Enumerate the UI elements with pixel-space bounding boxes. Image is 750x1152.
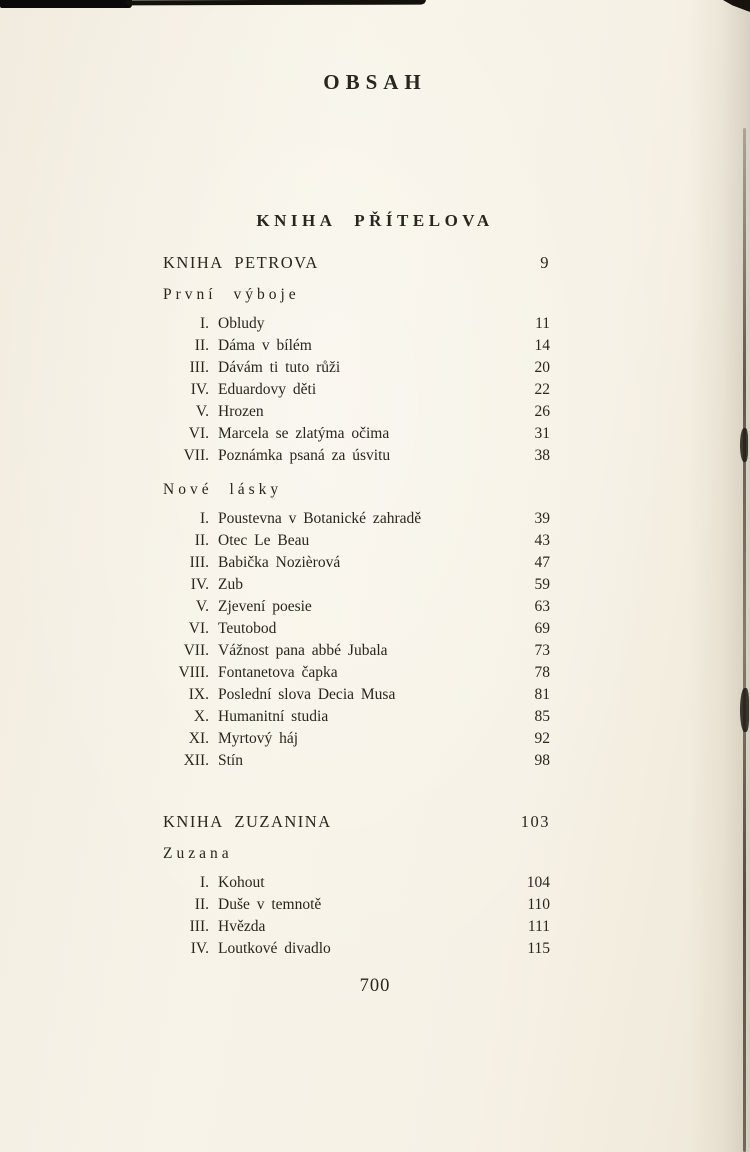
entry-page-number: 20 xyxy=(534,359,550,376)
entry-numeral: VII. xyxy=(183,642,209,659)
entry-page-number: 78 xyxy=(534,664,550,681)
entry-page-number: 43 xyxy=(534,532,550,549)
entry-numeral: IV. xyxy=(190,381,209,398)
entry-title: Dávám ti tuto růži xyxy=(218,359,341,376)
entry-numeral: VI. xyxy=(188,620,209,637)
scan-blemish-right-lower xyxy=(740,688,749,732)
chapter-label: První výboje xyxy=(163,286,300,303)
entry-title: Kohout xyxy=(218,874,265,891)
entry-numeral: II. xyxy=(194,896,209,913)
entry-page-number: 98 xyxy=(534,752,550,769)
book-heading-label: KNIHA ZUZANINA xyxy=(163,812,332,831)
toc-books xyxy=(163,253,550,960)
chapter-label: Zuzana xyxy=(163,845,233,862)
entry-title: Eduardovy děti xyxy=(218,381,317,398)
toc-entry xyxy=(163,662,550,684)
scan-edge-artifact-top-left xyxy=(0,0,132,8)
toc-entry xyxy=(163,445,550,467)
entry-title: Zub xyxy=(218,576,243,593)
entry-numeral: II. xyxy=(194,337,209,354)
book-heading-label: KNIHA PETROVA xyxy=(163,253,319,272)
footer-page-number: 700 xyxy=(359,976,391,996)
chapter-label: Nové lásky xyxy=(163,481,283,498)
entry-page-number: 11 xyxy=(535,315,550,332)
toc-entry xyxy=(163,357,550,379)
entry-numeral: VI. xyxy=(188,425,209,442)
book-page-number: 103 xyxy=(520,812,550,831)
entry-title: Dáma v bílém xyxy=(218,337,312,354)
entry-title: Poustevna v Botanické zahradě xyxy=(218,510,422,527)
entry-title: Teutobod xyxy=(218,620,277,637)
entry-page-number: 47 xyxy=(534,554,550,571)
entry-title: Hvězda xyxy=(218,918,266,935)
entry-numeral: VIII. xyxy=(178,664,209,681)
entry-title: Myrtový háj xyxy=(218,730,299,747)
book-page-number: 9 xyxy=(540,253,550,272)
toc-entry xyxy=(163,508,550,530)
entry-page-number: 39 xyxy=(534,510,550,527)
entry-page-number: 81 xyxy=(534,686,550,703)
entry-page-number: 104 xyxy=(526,874,550,891)
toc-entry xyxy=(163,750,550,772)
part-heading: KNIHA PŘÍTELOVA xyxy=(256,211,494,230)
toc-entry xyxy=(163,552,550,574)
entry-page-number: 59 xyxy=(534,576,550,593)
scan-edge-artifact-right xyxy=(743,128,746,1152)
entry-page-number: 92 xyxy=(534,730,550,747)
toc-entry xyxy=(163,313,550,335)
entry-title: Otec Le Beau xyxy=(218,532,310,549)
entry-title: Hrozen xyxy=(218,403,264,420)
scan-blemish-right-upper xyxy=(740,428,748,462)
entry-numeral: I. xyxy=(199,874,209,891)
toc-entry xyxy=(163,640,550,662)
entry-numeral: VII. xyxy=(183,447,209,464)
book-heading-row xyxy=(163,812,550,832)
entry-title: Stín xyxy=(218,752,243,769)
toc-entry xyxy=(163,574,550,596)
entry-numeral: V. xyxy=(195,403,209,420)
entry-numeral: II. xyxy=(194,532,209,549)
toc-entry xyxy=(163,618,550,640)
entry-page-number: 14 xyxy=(534,337,550,354)
entry-numeral: I. xyxy=(199,510,209,527)
entry-title: Loutkové divadlo xyxy=(218,940,331,957)
entry-numeral: I. xyxy=(199,315,209,332)
entry-title: Obludy xyxy=(218,315,265,332)
entry-title: Marcela se zlatýma očima xyxy=(218,425,390,442)
entry-page-number: 26 xyxy=(534,403,550,420)
entry-numeral: V. xyxy=(195,598,209,615)
entry-page-number: 63 xyxy=(534,598,550,615)
toc-entry xyxy=(163,335,550,357)
toc-book xyxy=(163,812,550,960)
toc-chapter xyxy=(163,286,550,467)
entry-numeral: IX. xyxy=(188,686,209,703)
toc-entry xyxy=(163,401,550,423)
entry-page-number: 85 xyxy=(534,708,550,725)
toc-entry xyxy=(163,423,550,445)
entry-title: Poslední slova Decia Musa xyxy=(218,686,396,703)
entry-title: Humanitní studia xyxy=(218,708,329,725)
entry-page-number: 69 xyxy=(534,620,550,637)
toc-entry xyxy=(163,938,550,960)
table-of-contents xyxy=(0,253,750,960)
scan-edge-artifact-top xyxy=(126,0,426,5)
toc-entry xyxy=(163,596,550,618)
toc-chapter xyxy=(163,845,550,960)
book-heading-row xyxy=(163,253,550,273)
entry-page-number: 38 xyxy=(534,447,550,464)
chapter-entries xyxy=(163,508,550,772)
entry-title: Poznámka psaná za úsvitu xyxy=(218,447,391,464)
entry-page-number: 115 xyxy=(527,940,550,957)
entry-title: Zjevení poesie xyxy=(218,598,312,615)
toc-entry xyxy=(163,728,550,750)
entry-page-number: 31 xyxy=(534,425,550,442)
toc-entry xyxy=(163,894,550,916)
entry-numeral: III. xyxy=(189,359,209,376)
entry-numeral: XII. xyxy=(183,752,209,769)
entry-page-number: 73 xyxy=(534,642,550,659)
entry-numeral: IV. xyxy=(190,940,209,957)
entry-title: Vážnost pana abbé Jubala xyxy=(218,642,388,659)
toc-book xyxy=(163,253,550,772)
entry-page-number: 111 xyxy=(527,918,550,935)
entry-numeral: XI. xyxy=(188,730,209,747)
toc-entry xyxy=(163,684,550,706)
chapter-entries xyxy=(163,872,550,960)
entry-numeral: X. xyxy=(193,708,209,725)
toc-entry xyxy=(163,379,550,401)
toc-chapter xyxy=(163,481,550,772)
entry-title: Babička Nozièrová xyxy=(218,554,341,571)
chapter-entries xyxy=(163,313,550,467)
entry-title: Fontanetova čapka xyxy=(218,664,338,681)
page-title: OBSAH xyxy=(323,70,427,94)
entry-page-number: 22 xyxy=(534,381,550,398)
toc-entry xyxy=(163,916,550,938)
entry-numeral: III. xyxy=(189,554,209,571)
toc-entry xyxy=(163,706,550,728)
entry-page-number: 110 xyxy=(527,896,550,913)
toc-entry xyxy=(163,530,550,552)
toc-entry xyxy=(163,872,550,894)
entry-title: Duše v temnotě xyxy=(218,896,322,913)
entry-numeral: III. xyxy=(189,918,209,935)
entry-numeral: IV. xyxy=(190,576,209,593)
